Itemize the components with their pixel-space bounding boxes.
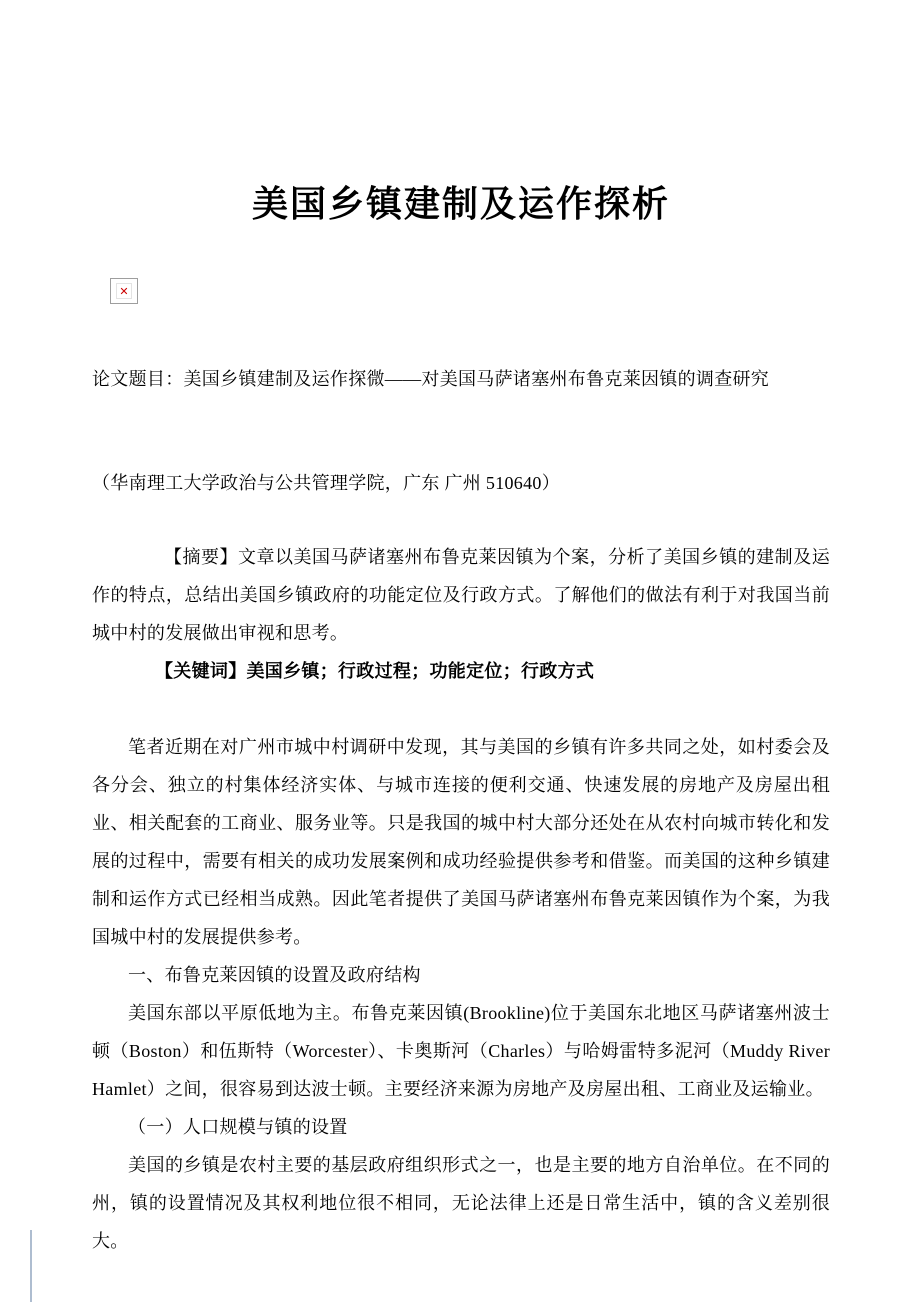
paper-topic-line: 论文题目：美国乡镇建制及运作探微——对美国马萨诸塞州布鲁克莱因镇的调查研究 (92, 369, 770, 389)
affiliation-line: （华南理工大学政治与公共管理学院，广东 广州 510640） (92, 473, 560, 493)
broken-image-placeholder[interactable] (110, 278, 138, 304)
body-paragraph-intro: 笔者近期在对广州市城中村调研中发现，其与美国的乡镇有许多共同之处，如村委会及各分会、独立的村集体经济实体、与城市连接的便利交通、快速发展的房地产及房屋出租业、相关配套的工商业、服务业等。只是我国的城中村大部分还处在从农村向城市转化和发展的过程中，需要有相关的成功发展案例和成功经验提供参考和借鉴。而美国的这种乡镇建制和运作方式已经相当成熟。因此笔者提供了美国马萨诸塞州布鲁克莱因镇作为个案，为我国城中村的发展提供参考。 (92, 737, 830, 947)
abstract-paragraph: 【摘要】文章以美国马萨诸塞州布鲁克莱因镇为个案，分析了美国乡镇的建制及运作的特点，总结出美国乡镇政府的功能定位及行政方式。了解他们的做法有利于对我国当前城中村的发展做出审视和思考。 (92, 547, 830, 643)
body-paragraph-brookline: 美国东部以平原低地为主。布鲁克莱因镇(Brookline)位于美国东北地区马萨诸塞州波士顿（Boston）和伍斯特（Worcester）、卡奥斯河（Charles）与哈姆雷特多泥河（Muddy River Hamlet）之间，很容易到达波士顿。主要经济来源为房地产及房屋出租、工商业及运输业。 (92, 1003, 830, 1099)
body-paragraph-township: 美国的乡镇是农村主要的基层政府组织形式之一，也是主要的地方自治单位。在不同的州，镇的设置情况及其权利地位很不相同，无论法律上还是日常生活中，镇的含义差别很大。 (92, 1155, 830, 1251)
section-heading-one: 一、布鲁克莱因镇的设置及政府结构 (128, 965, 421, 985)
broken-image-icon: ✕ (119, 284, 129, 298)
section-heading-population: （一）人口规模与镇的设置 (128, 1117, 348, 1137)
page-title: 美国乡镇建制及运作探析 (251, 184, 670, 224)
broken-image-frame (116, 283, 132, 299)
keywords-line: 【关键词】美国乡镇；行政过程；功能定位；行政方式 (155, 661, 595, 681)
page-edge-line (30, 1230, 32, 1302)
